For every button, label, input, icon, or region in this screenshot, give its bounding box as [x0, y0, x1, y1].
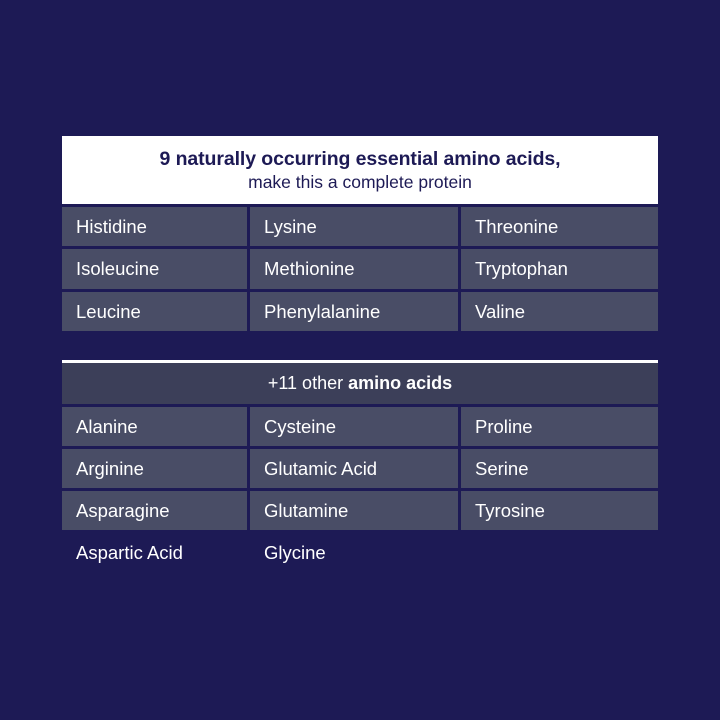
amino-acid-cell: Aspartic Acid [76, 542, 183, 564]
essential-heading-line2: make this a complete protein [248, 172, 472, 193]
amino-acid-cell: Valine [461, 292, 658, 331]
other-heading-prefix: +11 other [267, 373, 349, 393]
amino-acid-cell: Methionine [250, 249, 458, 288]
amino-acid-cell: Asparagine [62, 491, 247, 530]
table-row [62, 533, 658, 572]
other-amino-acids-grid [62, 407, 658, 573]
other-heading-bold: amino acids [348, 373, 453, 393]
amino-acid-cell: Glutamic Acid [250, 449, 458, 488]
amino-acid-cell: Glutamine [250, 491, 458, 530]
amino-acid-cell [461, 533, 658, 572]
amino-acid-cell: Serine [461, 449, 658, 488]
amino-acid-cell: Glycine [264, 542, 326, 564]
amino-acid-cell: Leucine [62, 292, 247, 331]
other-amino-acids-section [62, 360, 658, 573]
essential-header [62, 136, 658, 204]
amino-acid-cell: Lysine [250, 207, 458, 246]
table-row [62, 292, 658, 331]
amino-acid-cell: Proline [461, 407, 658, 446]
table-row [62, 407, 658, 446]
amino-acid-cell: Alanine [62, 407, 247, 446]
table-row [62, 449, 658, 488]
other-header [62, 360, 658, 404]
amino-acid-cell: Tyrosine [461, 491, 658, 530]
essential-amino-acids-grid [62, 207, 658, 330]
amino-acid-cell: Cysteine [250, 407, 458, 446]
amino-acid-cell: Arginine [62, 449, 247, 488]
essential-heading-line1: 9 naturally occurring essential amino acids, [159, 148, 561, 170]
amino-acid-cell: Phenylalanine [250, 292, 458, 331]
table-row [62, 207, 658, 246]
table-row [62, 249, 658, 288]
amino-acid-cell: Tryptophan [461, 249, 658, 288]
amino-acid-cell: Isoleucine [62, 249, 247, 288]
amino-acid-cell: Threonine [461, 207, 658, 246]
amino-acid-cell: Histidine [62, 207, 247, 246]
essential-amino-acids-section [62, 136, 658, 331]
table-row [62, 491, 658, 530]
